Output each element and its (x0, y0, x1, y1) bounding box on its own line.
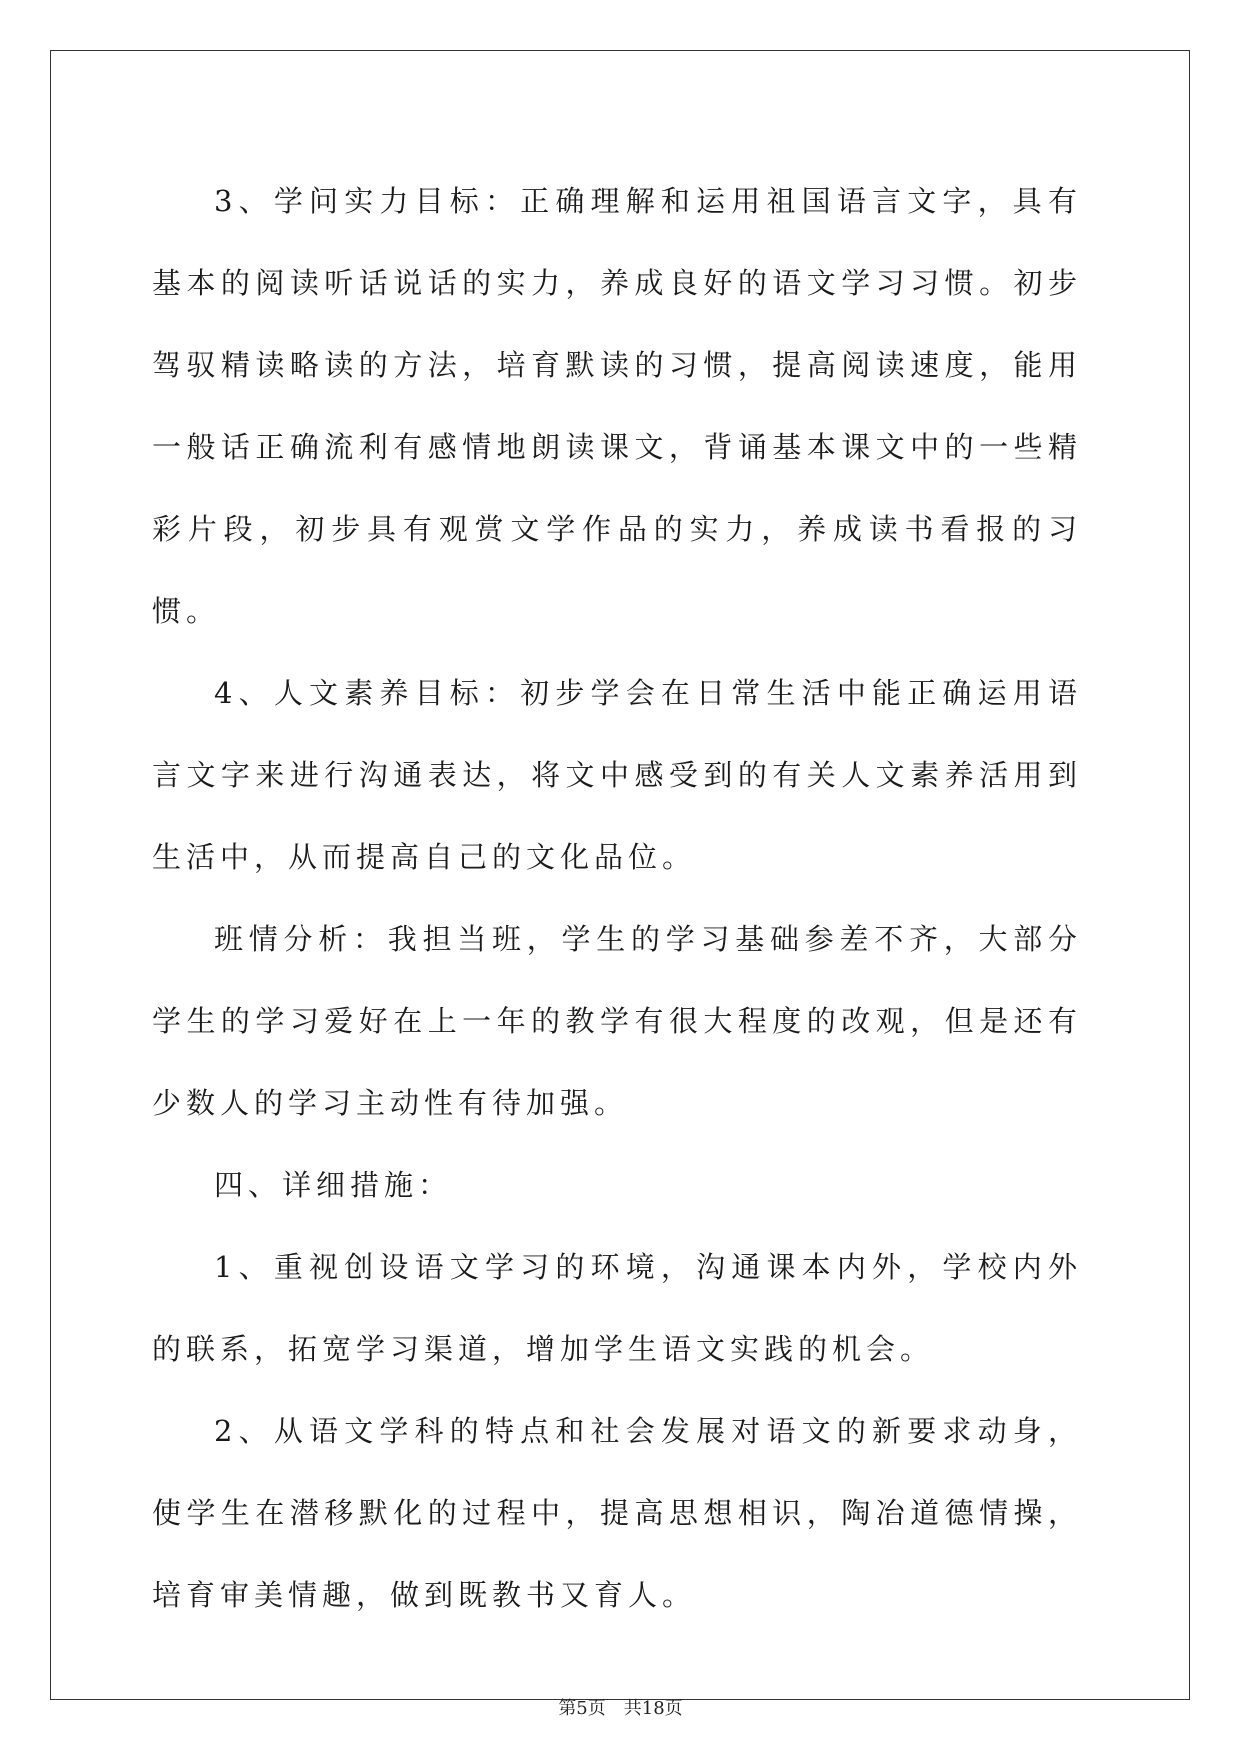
section-heading-measures: 四、详细措施： (214, 1168, 453, 1202)
paragraph-measure-1: 1、重视创设语文学习的环境，沟通课本内外，学校内外的联系，拓宽学习渠道，增加学生语文实践的机会。 (152, 1250, 1082, 1366)
paragraph-humanities-goal: 4、人文素养目标：初步学会在日常生活中能正确运用语言文字来进行沟通表达，将文中感受到的有关人文素养活用到生活中，从而提高自己的文化品位。 (152, 676, 1082, 874)
document-body (152, 160, 1082, 1636)
paragraph-knowledge-goal: 3、学问实力目标：正确理解和运用祖国语言文字，具有基本的阅读听话说话的实力，养成良好的语文学习习惯。初步驾驭精读略读的方法，培育默读的习惯，提高阅读速度，能用一般话正确流利有感情地朗读课文，背诵基本课文中的一些精彩片段，初步具有观赏文学作品的实力，养成读书看报的习惯。 (152, 184, 1082, 628)
page-number-footer: 第5页 共18页 (558, 1698, 683, 1719)
paragraph-class-analysis: 班情分析：我担当班，学生的学习基础参差不齐，大部分学生的学习爱好在上一年的教学有很大程度的改观，但是还有少数人的学习主动性有待加强。 (152, 922, 1082, 1120)
paragraph-measure-2: 2、从语文学科的特点和社会发展对语文的新要求动身，使学生在潜移默化的过程中，提高思想相识，陶冶道德情操，培育审美情趣，做到既教书又育人。 (152, 1414, 1082, 1612)
